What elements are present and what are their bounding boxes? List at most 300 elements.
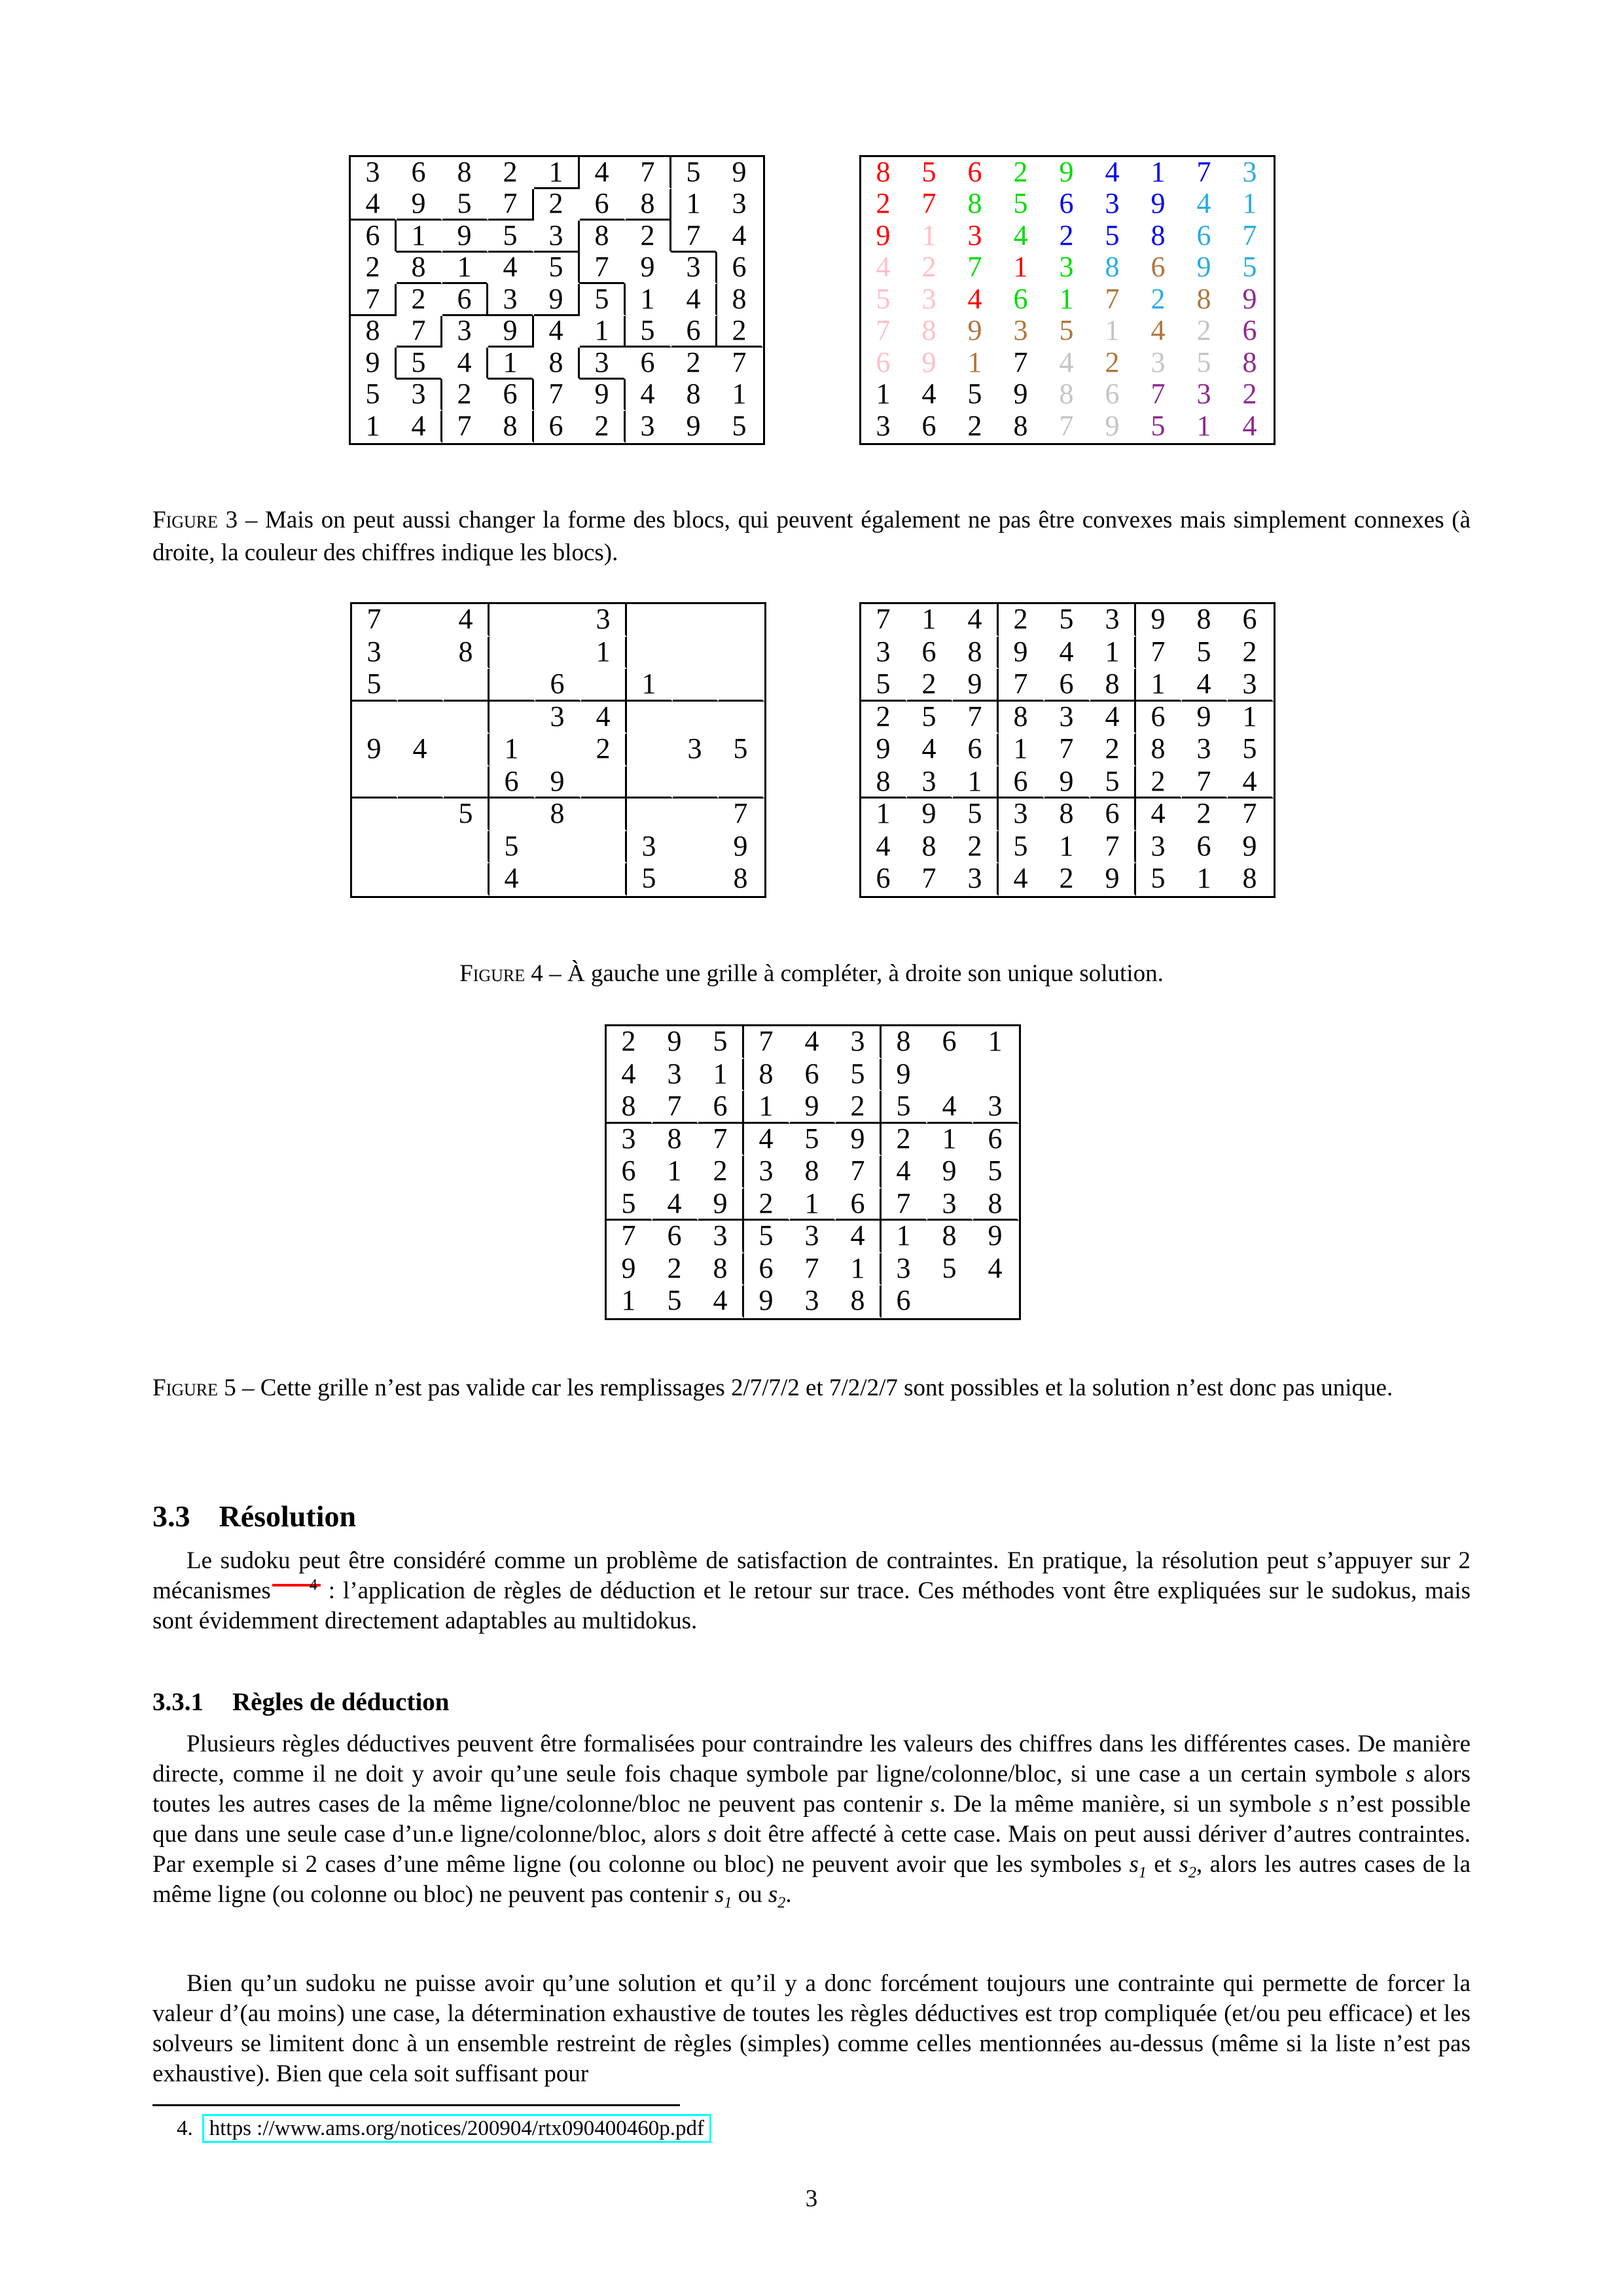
sudoku-cell: 9 — [1090, 863, 1136, 896]
sudoku-cell: 2 — [896, 1122, 911, 1155]
section-number: 3.3 — [152, 1499, 190, 1533]
sudoku-cell: 1 — [921, 219, 936, 251]
sudoku-cell: 1 — [580, 316, 626, 348]
sudoku-cell: 6 — [758, 1251, 774, 1284]
sudoku-cell: 5 — [732, 409, 747, 442]
sudoku-cell — [352, 831, 398, 864]
sudoku-cell: 8 — [365, 314, 380, 347]
sudoku-cell: 5 — [607, 1189, 652, 1221]
sudoku-cell — [535, 604, 581, 637]
sudoku-cell: 8 — [594, 219, 609, 251]
sudoku-cell: 6 — [488, 380, 534, 412]
sudoku-cell: 1 — [365, 409, 380, 442]
sudoku-cell: 4 — [758, 1122, 774, 1155]
sudoku-cell — [673, 604, 719, 637]
sudoku-cell: 9 — [1196, 700, 1211, 732]
sudoku-cell — [398, 863, 444, 896]
sudoku-cell: 6 — [1013, 282, 1028, 315]
sudoku-cell: 5 — [1242, 251, 1257, 283]
sudoku-cell: 3 — [581, 604, 627, 637]
sudoku-cell — [627, 766, 673, 799]
footnote — [177, 2115, 711, 2142]
sudoku-cell — [352, 798, 398, 831]
sudoku-cell — [927, 1285, 973, 1318]
sudoku-cell — [719, 637, 764, 670]
figure5-caption-text: Cette grille n’est pas valide car les remplissages 2/7/7/2 et 7/2/2/7 sont possibles et la solution n’est donc pas unique. — [260, 1374, 1393, 1401]
sudoku-cell: 5 — [758, 1219, 774, 1252]
sudoku-cell: 4 — [953, 604, 999, 637]
sudoku-cell: 3 — [1013, 797, 1028, 830]
sudoku-cell: 7 — [876, 314, 891, 347]
sudoku-cell: 2 — [457, 378, 472, 410]
sudoku-cell: 2 — [503, 155, 518, 188]
sudoku-cell: 9 — [397, 189, 442, 221]
sudoku-cell: 9 — [967, 314, 982, 347]
sudoku-cell: 2 — [580, 411, 626, 443]
sudoku-cell: 1 — [921, 603, 936, 636]
sudoku-cell: 6 — [896, 1284, 911, 1317]
sudoku-cell: 6 — [442, 284, 488, 316]
sudoku-cell: 6 — [535, 669, 581, 702]
sudoku-cell: 9 — [351, 348, 397, 380]
sudoku-cell: 3 — [640, 409, 655, 442]
math-symbol: $s_2$ — [768, 1881, 786, 1912]
sudoku-cell: 6 — [953, 734, 999, 766]
sudoku-cell — [444, 669, 490, 702]
sudoku-cell: 7 — [698, 1124, 744, 1157]
sudoku-cell: 1 — [698, 1059, 744, 1092]
sudoku-cell — [490, 604, 535, 637]
math-symbol: $s_2$ — [1179, 1851, 1196, 1882]
sudoku-cell: 2 — [876, 700, 891, 732]
caption-separator: – — [543, 960, 567, 987]
sudoku-cell: 4 — [927, 1091, 973, 1124]
figure3-grid-irregular-blocks — [349, 155, 765, 445]
sudoku-cell: 9 — [1044, 766, 1090, 799]
sudoku-cell: 1 — [744, 1091, 790, 1124]
sudoku-cell: 6 — [999, 766, 1044, 799]
sudoku-cell: 8 — [686, 378, 701, 410]
sudoku-cell: 8 — [550, 797, 565, 830]
sudoku-cell: 9 — [988, 1219, 1003, 1252]
sudoku-cell: 5 — [1013, 829, 1028, 862]
sudoku-cell: 8 — [397, 253, 442, 285]
sudoku-cell — [352, 702, 398, 734]
sudoku-cell: 3 — [457, 314, 472, 347]
math-symbol: s — [930, 1791, 940, 1818]
sudoku-cell: 4 — [594, 155, 609, 188]
sudoku-cell: 4 — [1059, 635, 1074, 668]
caption-separator: – — [238, 507, 266, 533]
sudoku-cell: 6 — [921, 409, 936, 442]
sudoku-cell: 3 — [550, 700, 565, 732]
sudoku-cell: 4 — [351, 189, 397, 221]
subsection-heading — [152, 1687, 450, 1717]
sudoku-cell: 9 — [1150, 603, 1166, 636]
sudoku-cell: 4 — [397, 411, 442, 443]
sudoku-cell: 9 — [758, 1284, 774, 1317]
sudoku-cell: 8 — [921, 829, 936, 862]
sudoku-cell: 2 — [621, 1025, 636, 1058]
sudoku-cell: 5 — [1242, 732, 1257, 765]
sudoku-cell — [398, 831, 444, 864]
sudoku-cell: 9 — [1242, 282, 1257, 315]
sudoku-cell — [444, 734, 490, 766]
sudoku-cell: 3 — [804, 1219, 819, 1252]
sudoku-cell: 5 — [836, 1059, 882, 1092]
section-heading — [152, 1499, 356, 1534]
sudoku-cell: 8 — [457, 155, 472, 188]
sudoku-cell: 2 — [686, 346, 701, 378]
sudoku-cell: 3 — [973, 1091, 1019, 1124]
sudoku-cell: 9 — [732, 155, 747, 188]
sudoku-cell: 7 — [999, 669, 1044, 702]
sudoku-cell: 8 — [534, 348, 580, 380]
sudoku-cell: 9 — [1242, 829, 1257, 862]
sudoku-cell: 1 — [686, 187, 701, 220]
sudoku-cell: 2 — [548, 187, 563, 220]
paragraph-backtracking-intro: Bien qu’un sudoku ne puisse avoir qu’une solution et qu’il y a donc forcément toujours une contrainte qui permette de forcer la valeur d’(au moins) une case, la détermination exhaustive de toutes les règles déductives est trop compliquée (et/ou peu efficace) et les solveurs se limitent donc à un ensemble restreint de règles (simples) comme celles mentionnées au-dessus (même si la liste n’est pas exhaustive). Bien que cela soit suffisant pour — [152, 1970, 1471, 2087]
sudoku-cell: 1 — [876, 797, 891, 830]
sudoku-cell: 5 — [921, 155, 936, 188]
sudoku-cell: 1 — [1090, 637, 1136, 670]
sudoku-cell: 5 — [534, 253, 580, 285]
sudoku-cell: 9 — [836, 1124, 882, 1157]
paragraph-deduction-rules: Plusieurs règles déductives peuvent être formalisées pour contraindre les valeurs des chiffres dans les différentes cases. De manière directe, comme il ne doit y avoir qu’une seule fois chaque symbole par ligne/colonne/bloc, si une case a un certain symbole s alors toutes les autres cases de la même ligne/colonne/bloc ne peuvent pas contenir s. De la même manière, si un symbole s n’est possible que dans une seule case d’un.e ligne/colonne/bloc, alors s doit être affecté à cette case. Mais on peut aussi dériver d’autres contraintes. Par exemple si 2 cases d’une même ligne (ou colonne ou bloc) ne peuvent avoir que les symboles $s_1$ et $s_2$, alors les autres cases de la même ligne (ou colonne ou bloc) ne peuvent pas contenir $s_1$ ou $s_2$. — [152, 1731, 1471, 1912]
math-symbol: $s_1$ — [714, 1881, 732, 1912]
sudoku-cell: 2 — [717, 316, 763, 348]
sudoku-cell: 7 — [953, 702, 999, 734]
sudoku-cell: 2 — [1059, 862, 1074, 895]
sudoku-cell: 4 — [444, 604, 490, 637]
sudoku-cell: 6 — [1242, 603, 1257, 636]
sudoku-cell: 3 — [836, 1026, 882, 1059]
sudoku-cell — [581, 766, 627, 799]
sudoku-cell: 8 — [758, 1057, 774, 1090]
sudoku-cell: 6 — [1150, 251, 1166, 283]
sudoku-cell: 6 — [621, 1155, 636, 1187]
sudoku-cell: 3 — [580, 348, 626, 380]
sudoku-cell — [627, 604, 673, 637]
sudoku-cell: 7 — [351, 284, 397, 316]
sudoku-cell: 3 — [921, 282, 936, 315]
sudoku-cell: 5 — [352, 669, 398, 702]
sudoku-cell: 9 — [876, 732, 891, 765]
sudoku-cell: 5 — [1105, 219, 1120, 251]
sudoku-cell: 1 — [1059, 829, 1074, 862]
sudoku-cell: 5 — [1150, 862, 1166, 895]
sudoku-cell — [535, 831, 581, 864]
sudoku-cell: 4 — [836, 1221, 882, 1253]
sudoku-cell: 1 — [504, 732, 519, 765]
subsection-number: 3.3.1 — [152, 1688, 204, 1716]
sudoku-cell: 5 — [444, 798, 490, 831]
sudoku-cell: 3 — [967, 219, 982, 251]
sudoku-cell: 8 — [942, 1219, 957, 1252]
sudoku-cell: 5 — [1196, 346, 1211, 378]
sudoku-cell: 1 — [442, 253, 488, 285]
sudoku-cell: 4 — [698, 1285, 744, 1318]
page-number: 3 — [805, 2185, 818, 2212]
sudoku-cell: 1 — [1242, 187, 1257, 220]
sudoku-cell: 4 — [1105, 155, 1120, 188]
sudoku-cell: 7 — [876, 603, 891, 636]
sudoku-cell: 6 — [1044, 669, 1090, 702]
sudoku-cell: 9 — [535, 766, 581, 799]
sudoku-cell: 7 — [921, 187, 936, 220]
sudoku-cell: 2 — [1105, 346, 1120, 378]
sudoku-cell: 4 — [988, 1251, 1003, 1284]
sudoku-cell: 6 — [876, 862, 891, 895]
sudoku-cell: 4 — [1150, 797, 1166, 830]
sudoku-cell: 2 — [667, 1251, 682, 1284]
sudoku-cell — [444, 766, 490, 799]
sudoku-cell: 7 — [1150, 635, 1166, 668]
sudoku-cell: 8 — [967, 187, 982, 220]
sudoku-cell: 2 — [876, 187, 891, 220]
sudoku-cell: 8 — [1090, 669, 1136, 702]
sudoku-cell: 7 — [967, 251, 982, 283]
sudoku-cell: 2 — [1242, 378, 1257, 410]
sudoku-cell: 6 — [988, 1122, 1003, 1155]
sudoku-cell: 4 — [1196, 187, 1211, 220]
sudoku-cell: 7 — [488, 189, 534, 221]
sudoku-cell: 8 — [1150, 219, 1166, 251]
sudoku-cell: 8 — [973, 1189, 1019, 1221]
sudoku-cell: 1 — [1013, 251, 1028, 283]
footnote-ref-link[interactable]: 4 — [272, 1584, 321, 1587]
sudoku-cell: 8 — [1242, 346, 1257, 378]
figure4-caption-text: À gauche une grille à compléter, à droite son unique solution. — [567, 960, 1164, 987]
sudoku-cell: 1 — [667, 1155, 682, 1187]
sudoku-cell: 1 — [488, 348, 534, 380]
sudoku-cell: 4 — [1150, 314, 1166, 347]
sudoku-cell: 9 — [921, 346, 936, 378]
sudoku-cell: 2 — [411, 282, 426, 315]
sudoku-cell: 9 — [640, 251, 655, 283]
sudoku-cell — [673, 831, 719, 864]
sudoku-cell: 9 — [1196, 251, 1211, 283]
sudoku-cell: 6 — [1196, 219, 1211, 251]
sudoku-cell: 8 — [1013, 409, 1028, 442]
sudoku-cell: 1 — [953, 766, 999, 799]
sudoku-cell: 5 — [1090, 766, 1136, 799]
sudoku-cell: 1 — [621, 1284, 636, 1317]
sudoku-cell: 8 — [953, 637, 999, 670]
sudoku-cell: 6 — [580, 189, 626, 221]
sudoku-cell: 6 — [804, 1057, 819, 1090]
sudoku-cell: 6 — [640, 346, 655, 378]
sudoku-cell: 6 — [967, 155, 982, 188]
sudoku-cell: 7 — [733, 797, 748, 830]
sudoku-cell: 8 — [1105, 251, 1120, 283]
sudoku-cell: 9 — [1013, 635, 1028, 668]
sudoku-cell: 7 — [1090, 831, 1136, 864]
sudoku-cell: 8 — [607, 1091, 652, 1124]
sudoku-cell: 9 — [942, 1155, 957, 1187]
sudoku-cell: 5 — [442, 189, 488, 221]
sudoku-cell: 3 — [1013, 314, 1028, 347]
sudoku-cell: 9 — [1013, 378, 1028, 410]
figure4-caption — [152, 958, 1471, 990]
sudoku-cell: 8 — [1150, 732, 1166, 765]
sudoku-cell: 8 — [836, 1285, 882, 1318]
sudoku-cell: 8 — [1059, 378, 1074, 410]
sudoku-cell: 1 — [1196, 862, 1211, 895]
sudoku-cell: 1 — [942, 1122, 957, 1155]
sudoku-cell: 8 — [804, 1155, 819, 1187]
sudoku-cell — [673, 669, 719, 702]
sudoku-cell: 1 — [896, 1219, 911, 1252]
sudoku-cell: 4 — [621, 1057, 636, 1090]
sudoku-cell: 7 — [1059, 409, 1074, 442]
sudoku-cell: 9 — [733, 829, 748, 862]
sudoku-cell: 7 — [1182, 766, 1228, 799]
sudoku-cell: 3 — [1150, 346, 1166, 378]
sudoku-cell: 3 — [698, 1221, 744, 1253]
sudoku-cell: 6 — [836, 1189, 882, 1221]
sudoku-cell: 3 — [397, 380, 442, 412]
sudoku-cell: 8 — [1196, 282, 1211, 315]
sudoku-cell: 3 — [365, 155, 380, 188]
sudoku-cell: 9 — [580, 380, 626, 412]
sudoku-cell — [490, 798, 535, 831]
sudoku-cell: 7 — [921, 862, 936, 895]
sudoku-cell: 5 — [397, 348, 442, 380]
caption-separator: – — [236, 1374, 260, 1401]
sudoku-cell — [398, 798, 444, 831]
sudoku-cell — [673, 702, 719, 734]
sudoku-cell: 7 — [1242, 797, 1257, 830]
figure5-caption — [152, 1372, 1471, 1405]
math-symbol: $s_1$ — [1129, 1851, 1147, 1882]
sudoku-cell: 2 — [744, 1189, 790, 1221]
sudoku-cell: 6 — [732, 251, 747, 283]
sudoku-cell: 6 — [1090, 798, 1136, 831]
sudoku-cell: 6 — [1105, 378, 1120, 410]
sudoku-cell: 5 — [861, 669, 907, 702]
sudoku-cell: 7 — [580, 253, 626, 285]
sudoku-cell: 1 — [967, 346, 982, 378]
sudoku-cell — [673, 863, 719, 896]
sudoku-cell — [444, 863, 490, 896]
sudoku-cell: 1 — [1150, 155, 1166, 188]
sudoku-cell: 4 — [732, 219, 747, 251]
sudoku-cell: 3 — [1059, 251, 1074, 283]
figure5-caption-label: Figure 5 — [152, 1374, 236, 1401]
sudoku-cell: 6 — [548, 409, 563, 442]
sudoku-cell — [398, 766, 444, 799]
sudoku-cell: 1 — [640, 282, 655, 315]
sudoku-cell: 4 — [442, 348, 488, 380]
sudoku-cell: 2 — [907, 669, 953, 702]
sudoku-cell: 1 — [790, 1189, 836, 1221]
section-title: Résolution — [219, 1499, 357, 1533]
sudoku-cell: 6 — [667, 1219, 682, 1252]
sudoku-cell: 5 — [1059, 603, 1074, 636]
sudoku-cell: 7 — [1150, 378, 1166, 410]
sudoku-cell: 8 — [444, 637, 490, 670]
sudoku-cell: 4 — [921, 732, 936, 765]
sudoku-cell: 1 — [1013, 732, 1028, 765]
sudoku-cell: 6 — [1059, 187, 1074, 220]
figure3-caption-label: Figure 3 — [152, 507, 238, 533]
sudoku-cell: 9 — [1105, 409, 1120, 442]
sudoku-cell: 9 — [921, 797, 936, 830]
sudoku-cell — [444, 831, 490, 864]
sudoku-cell: 7 — [882, 1189, 927, 1221]
sudoku-cell: 5 — [641, 862, 656, 895]
sudoku-cell: 3 — [1090, 604, 1136, 637]
sudoku-cell: 5 — [733, 732, 748, 765]
sudoku-cell — [673, 766, 719, 799]
sudoku-cell: 4 — [804, 1025, 819, 1058]
sudoku-cell: 8 — [733, 862, 748, 895]
sudoku-cell: 5 — [967, 378, 982, 410]
sudoku-cell: 5 — [667, 1284, 682, 1317]
sudoku-cell: 3 — [534, 221, 580, 253]
sudoku-cell: 3 — [641, 829, 656, 862]
sudoku-cell: 1 — [836, 1253, 882, 1286]
sudoku-cell — [627, 734, 673, 766]
sudoku-cell: 1 — [1242, 700, 1257, 732]
sudoku-cell: 5 — [488, 221, 534, 253]
sudoku-cell: 3 — [876, 635, 891, 668]
sudoku-cell — [535, 863, 581, 896]
sudoku-cell — [398, 702, 444, 734]
figure4-grid-solution — [859, 602, 1275, 898]
sudoku-cell: 5 — [988, 1155, 1003, 1187]
sudoku-cell — [973, 1059, 1019, 1092]
sudoku-cell: 1 — [732, 378, 747, 410]
sudoku-cell: 7 — [366, 603, 382, 636]
sudoku-cell: 2 — [698, 1156, 744, 1189]
sudoku-cell: 5 — [942, 1251, 957, 1284]
sudoku-cell: 3 — [1196, 378, 1211, 410]
sudoku-cell: 9 — [790, 1091, 836, 1124]
math-symbol: s — [1405, 1761, 1416, 1787]
sudoku-cell: 4 — [967, 282, 982, 315]
paragraph-resolution: Le sudoku peut être considéré comme un problème de satisfaction de contraintes. En pratique, la résolution peut s’appuyer sur 2 mécanismes 4 : l’application de règles de déduction et le retour sur trace. Ces méthodes vont être expliquées sur le sudokus, mais sont évidemment directement adaptables au multidokus. — [152, 1547, 1471, 1634]
sudoku-cell — [673, 798, 719, 831]
sudoku-cell: 4 — [896, 1155, 911, 1187]
sudoku-cell: 6 — [698, 1091, 744, 1124]
footnote-url-link[interactable]: https ://www.ams.org/notices/200904/rtx090400460p.pdf — [202, 2114, 711, 2143]
sudoku-cell: 3 — [758, 1155, 774, 1187]
sudoku-cell — [627, 798, 673, 831]
sudoku-cell: 6 — [1196, 829, 1211, 862]
sudoku-cell: 4 — [503, 251, 518, 283]
sudoku-cell: 1 — [1059, 282, 1074, 315]
sudoku-cell — [490, 637, 535, 670]
sudoku-cell: 9 — [953, 669, 999, 702]
sudoku-cell: 3 — [876, 409, 891, 442]
sudoku-cell: 3 — [732, 187, 747, 220]
figure5-grid-invalid — [605, 1024, 1021, 1320]
sudoku-cell: 8 — [732, 282, 747, 315]
sudoku-cell: 2 — [1150, 282, 1166, 315]
sudoku-cell: 7 — [758, 1025, 774, 1058]
figure4-grid-puzzle — [350, 602, 766, 898]
sudoku-cell: 4 — [1013, 219, 1028, 251]
sudoku-cell: 5 — [365, 378, 380, 410]
sudoku-cell: 8 — [1013, 700, 1028, 732]
sudoku-cell — [535, 734, 581, 766]
sudoku-cell: 5 — [921, 700, 936, 732]
sudoku-cell — [673, 637, 719, 670]
sudoku-cell: 7 — [836, 1156, 882, 1189]
sudoku-cell: 9 — [621, 1251, 636, 1284]
